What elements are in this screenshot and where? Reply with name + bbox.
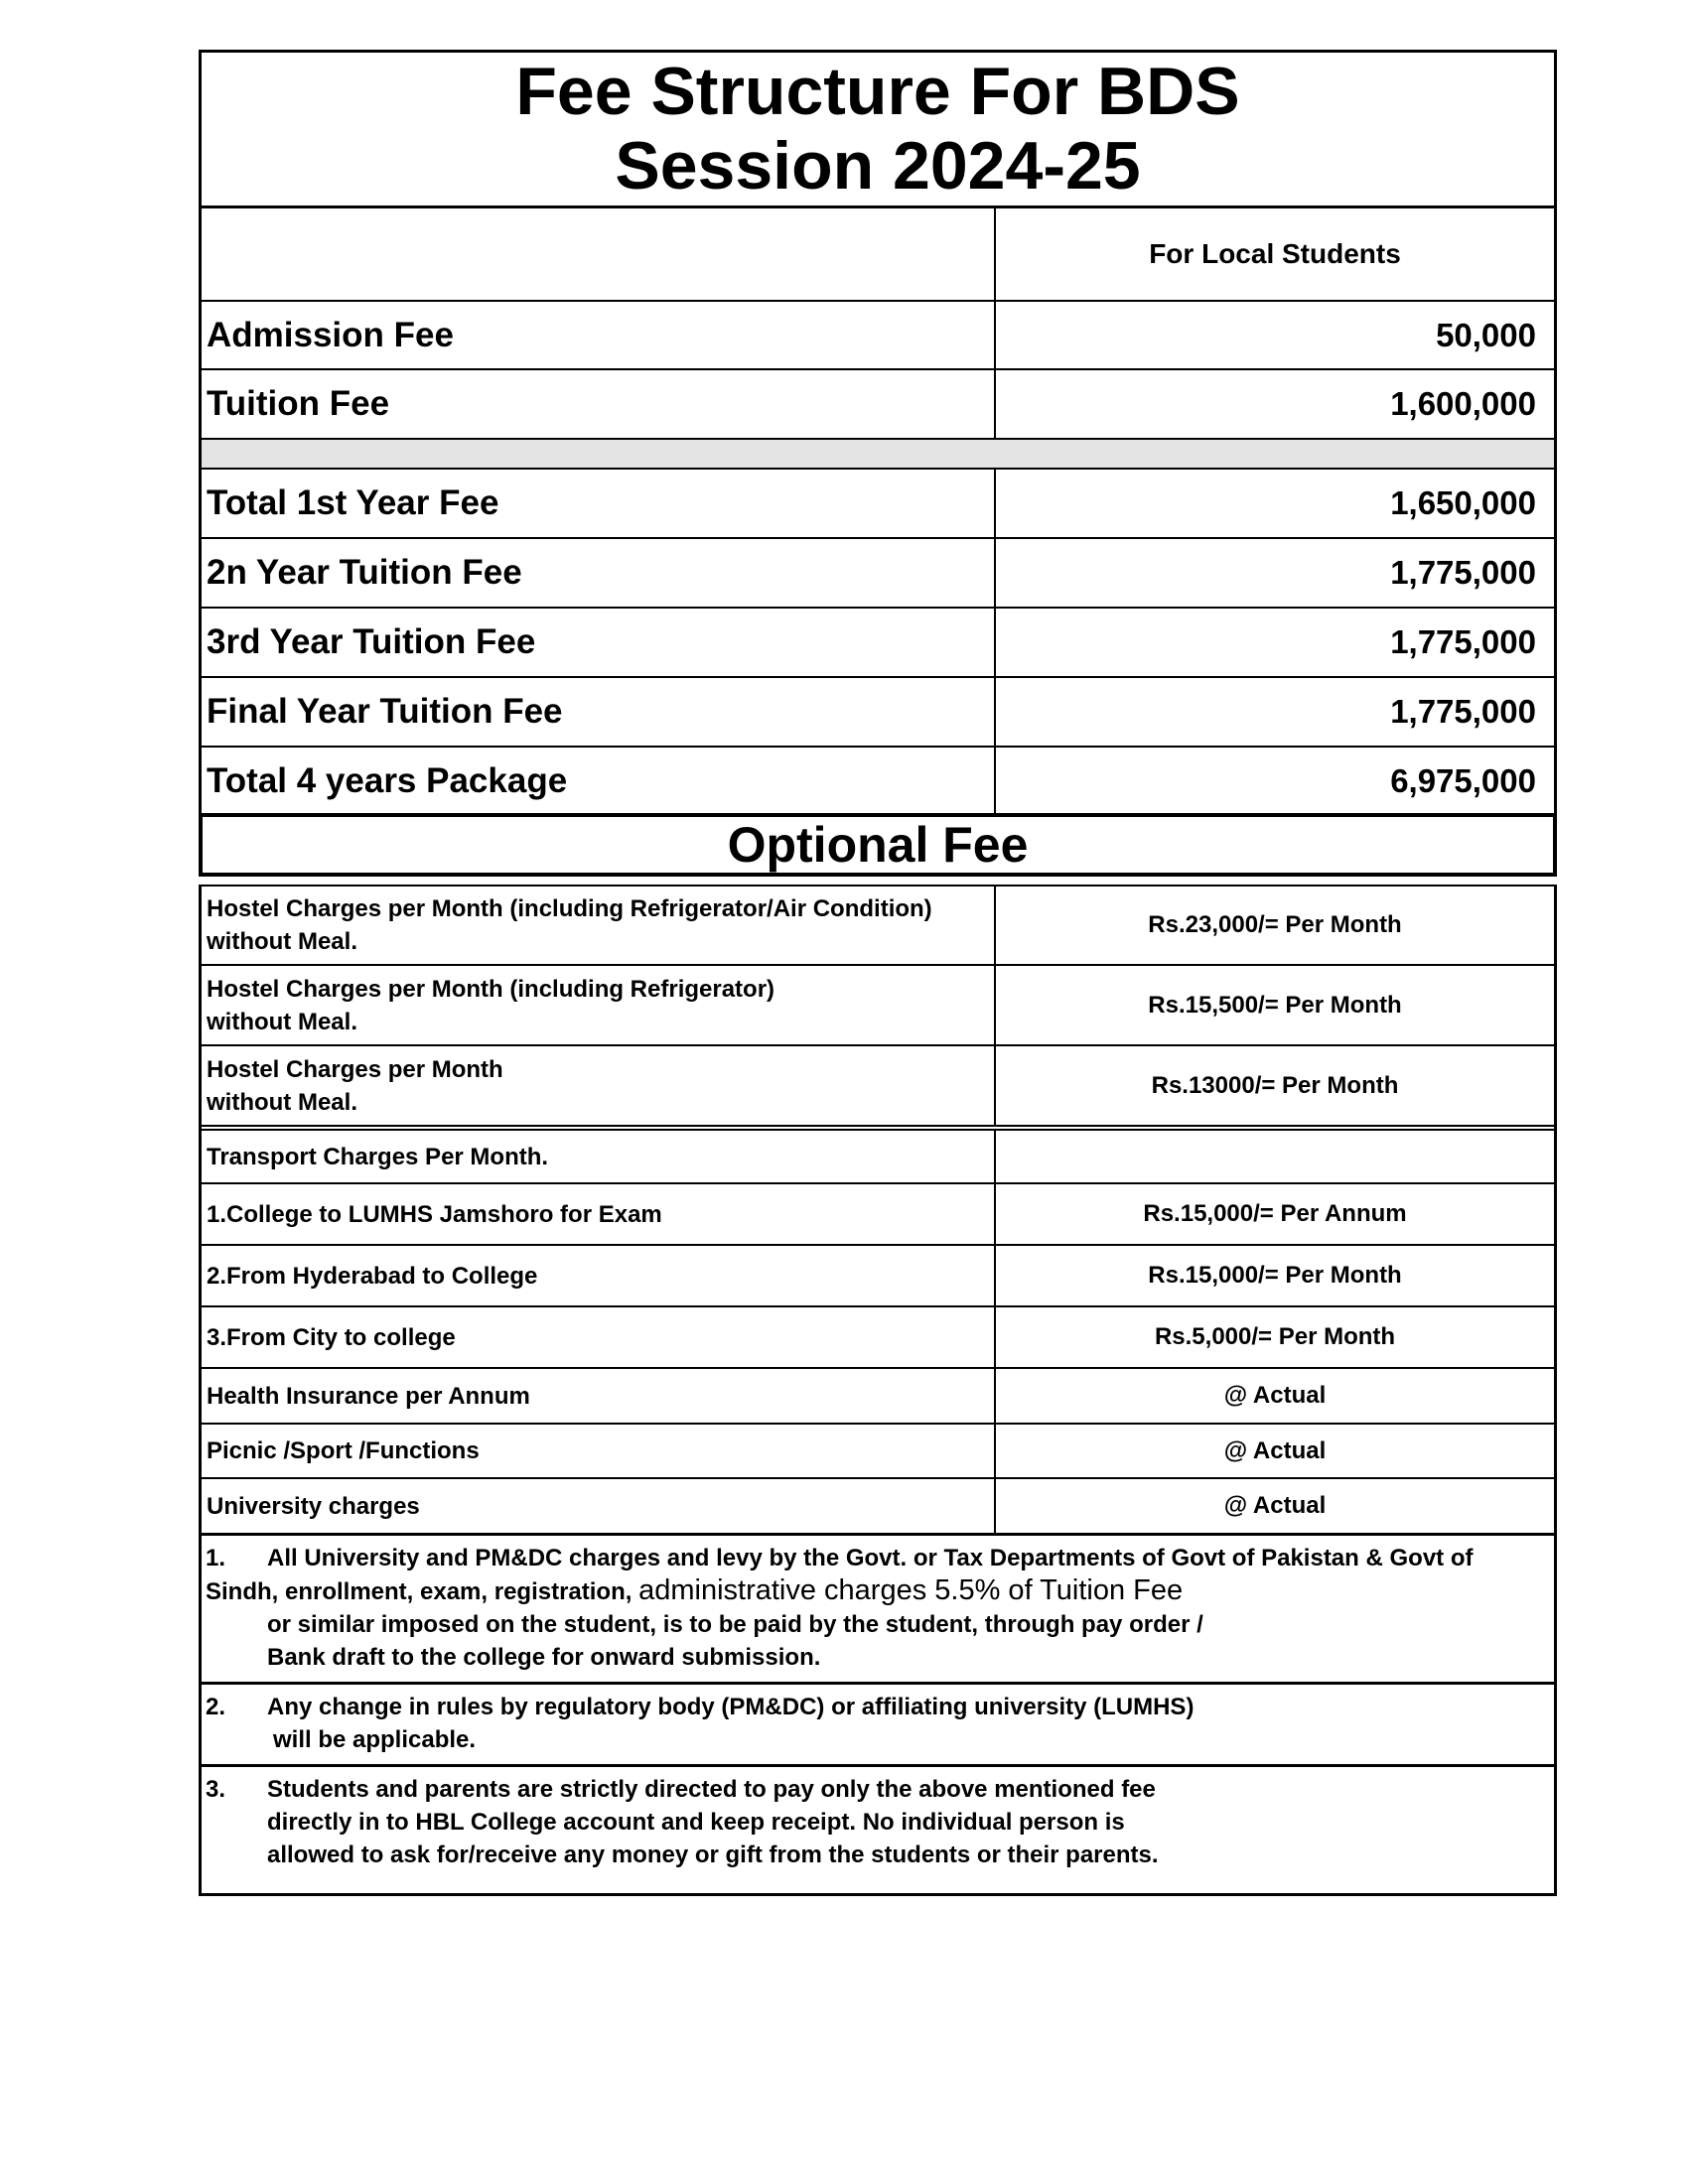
fee-label: 2n Year Tuition Fee (202, 539, 996, 607)
transport-charge: Rs.5,000/= Per Month (1154, 1323, 1396, 1350)
fee-amount: 1,775,000 (1390, 693, 1536, 730)
transport-label: 3.From City to college (202, 1307, 996, 1367)
hostel-row-ac (202, 887, 1554, 966)
transport-charge: Rs.15,000/= Per Annum (1143, 1200, 1407, 1227)
hostel-row-refrigerator (202, 966, 1554, 1046)
fee-amount: 50,000 (1436, 316, 1536, 353)
hostel-label-line-1: Hostel Charges per Month (207, 1055, 503, 1083)
note-3-number: 3. (206, 1776, 226, 1803)
fee-label: Total 4 years Package (202, 748, 996, 815)
note-1-line-2b: administrative charges 5.5% of Tuition Fee (638, 1574, 1184, 1606)
title-line-1: Fee Structure For BDS (515, 54, 1240, 129)
hostel-charge: Rs.13000/= Per Month (1151, 1071, 1399, 1099)
note-2 (202, 1685, 1554, 1767)
note-2-number: 2. (206, 1694, 226, 1720)
fee-row-final-year (202, 678, 1554, 748)
misc-charge: @ Actual (1223, 1492, 1327, 1519)
note-2-line-1: Any change in rules by regulatory body (PM&DC) or affiliating university (LUMHS) (267, 1694, 1195, 1720)
transport-label: 1.College to LUMHS Jamshoro for Exam (202, 1184, 996, 1244)
fee-row-2nd-year (202, 539, 1554, 609)
hostel-row-basic (202, 1046, 1554, 1131)
fee-row-tuition (202, 370, 1554, 440)
misc-charge: @ Actual (1223, 1436, 1327, 1464)
misc-row-university (202, 1479, 1554, 1533)
transport-header: Transport Charges Per Month. (202, 1131, 996, 1182)
fee-row-total-package (202, 748, 1554, 815)
fee-structure-sheet (199, 50, 1557, 1896)
fee-amount: 1,650,000 (1390, 484, 1536, 521)
fee-label: 3rd Year Tuition Fee (202, 609, 996, 676)
hostel-charge: Rs.15,500/= Per Month (1148, 991, 1402, 1019)
transport-row-exam (202, 1184, 1554, 1246)
misc-label: University charges (202, 1479, 996, 1533)
fee-row-3rd-year (202, 609, 1554, 678)
note-1-line-2a: Sindh, enrollment, exam, registration, (206, 1578, 633, 1605)
transport-row-city (202, 1307, 1554, 1369)
misc-row-health-insurance (202, 1369, 1554, 1425)
note-1-line-4: Bank draft to the college for onward submission. (267, 1644, 821, 1671)
fee-amount: 1,775,000 (1390, 623, 1536, 660)
column-header-local-students: For Local Students (1149, 238, 1401, 269)
hostel-label-line-2: without Meal. (207, 1088, 357, 1116)
note-3-line-1: Students and parents are strictly directed to pay only the above mentioned fee (267, 1776, 1156, 1803)
hostel-label (202, 1046, 996, 1125)
transport-header-blank (996, 1131, 1554, 1182)
note-1 (202, 1533, 1554, 1685)
fee-label: Tuition Fee (202, 370, 996, 438)
hostel-label-line-2: without Meal. (207, 1008, 357, 1035)
fee-label: Final Year Tuition Fee (202, 678, 996, 746)
section-separator (202, 440, 1554, 470)
fee-amount: 1,600,000 (1390, 385, 1536, 422)
note-1-line-1: All University and PM&DC charges and levy by the Govt. or Tax Departments of Govt of Pakistan & Govt of (267, 1545, 1474, 1571)
fee-amount: 6,975,000 (1390, 762, 1536, 799)
note-2-line-2: will be applicable. (273, 1726, 477, 1753)
header-blank-cell (202, 208, 996, 300)
transport-charge: Rs.15,000/= Per Month (1148, 1262, 1402, 1289)
note-3-line-2: directly in to HBL College account and keep receipt. No individual person is (267, 1809, 1125, 1836)
fee-row-total-1st-year (202, 470, 1554, 539)
note-3-line-3: allowed to ask for/receive any money or gift from the students or their parents. (267, 1842, 1159, 1868)
misc-row-picnic (202, 1425, 1554, 1479)
note-1-number: 1. (206, 1545, 226, 1571)
hostel-charge: Rs.23,000/= Per Month (1148, 911, 1402, 938)
transport-header-row (202, 1131, 1554, 1184)
fee-label: Admission Fee (202, 302, 996, 368)
fee-amount: 1,775,000 (1390, 554, 1536, 591)
column-header-row (202, 208, 1554, 302)
page-title (199, 50, 1557, 208)
misc-charge: @ Actual (1223, 1382, 1327, 1409)
note-3 (202, 1767, 1554, 1896)
fee-label: Total 1st Year Fee (202, 470, 996, 537)
misc-label: Picnic /Sport /Functions (202, 1425, 996, 1477)
fee-row-admission (202, 302, 1554, 370)
misc-label: Health Insurance per Annum (202, 1369, 996, 1423)
optional-fee-heading: Optional Fee (199, 813, 1557, 877)
hostel-label (202, 887, 996, 964)
hostel-label-line-1: Hostel Charges per Month (including Refrigerator/Air Condition) (207, 895, 932, 922)
hostel-label (202, 966, 996, 1044)
note-1-line-3: or similar imposed on the student, is to be paid by the student, through pay order / (267, 1611, 1203, 1638)
title-line-2: Session 2024-25 (615, 128, 1141, 204)
hostel-label-line-2: without Meal. (207, 928, 357, 955)
hostel-label-line-1: Hostel Charges per Month (including Refrigerator) (207, 975, 775, 1003)
transport-label: 2.From Hyderabad to College (202, 1246, 996, 1305)
transport-row-hyderabad (202, 1246, 1554, 1307)
